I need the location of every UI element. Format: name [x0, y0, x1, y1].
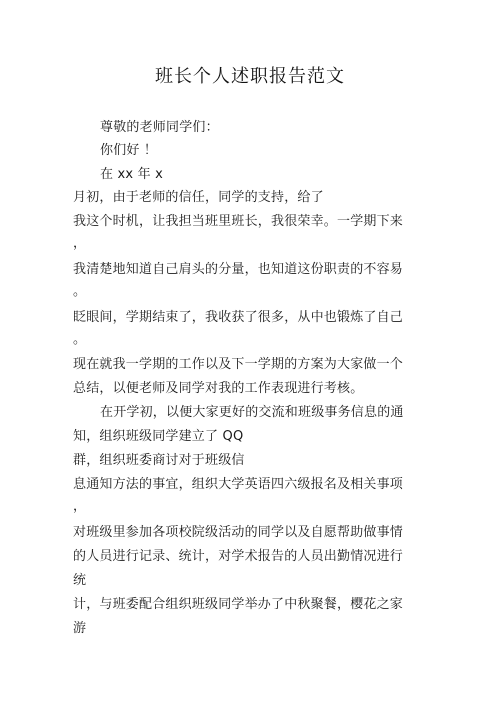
document-title: 班长个人述职报告范文 [155, 66, 345, 87]
text-line: 我清楚地知道自己肩头的分量，也知道这份职责的不容易 [73, 262, 404, 277]
text-line: 息通知方法的事宜，组织大学英语四六级报名及相关事项 [73, 477, 404, 492]
text-line: 眨眼间，学期结束了，我收获了很多，从中也锻炼了自己 [73, 310, 404, 325]
text-line: 。 [73, 332, 87, 347]
text-line: ， [73, 499, 87, 514]
text-line: 计，与班委配合组织班级同学举办了中秋聚餐，樱花之家 [73, 597, 404, 612]
text-line: 知，组织班级同学建立了 QQ [73, 429, 244, 444]
text-line: 统 [73, 573, 87, 588]
greeting-line: 尊敬的老师同学们： [100, 120, 219, 135]
text-line: 月初，由于老师的信任，同学的支持，给了 [73, 190, 324, 205]
text-line: 群，组织班委商讨对于班级信 [73, 453, 245, 468]
text-line: 游 [73, 621, 87, 636]
text-line: ， [73, 236, 87, 251]
text-line: 在开学初，以便大家更好的交流和班级事务信息的通 [100, 405, 404, 420]
text-line: 我这个时机，让我担当班里班长，我很荣幸。一学期下来 [73, 214, 404, 229]
text-line: 你们好 ！ [100, 143, 158, 158]
text-line: 的人员进行记录、统计，对学术报告的人员出勤情况进行 [73, 549, 404, 564]
text-line: 对班级里参加各项校院级活动的同学以及自愿帮助做事情 [73, 525, 404, 540]
text-line: 总结，以便老师及同学对我的工作表现进行考核。 [73, 381, 364, 396]
text-line: 。 [73, 284, 87, 299]
text-line: 在 xx 年 x [100, 167, 164, 182]
text-line: 现在就我一学期的工作以及下一学期的方案为大家做一个 [73, 357, 404, 372]
